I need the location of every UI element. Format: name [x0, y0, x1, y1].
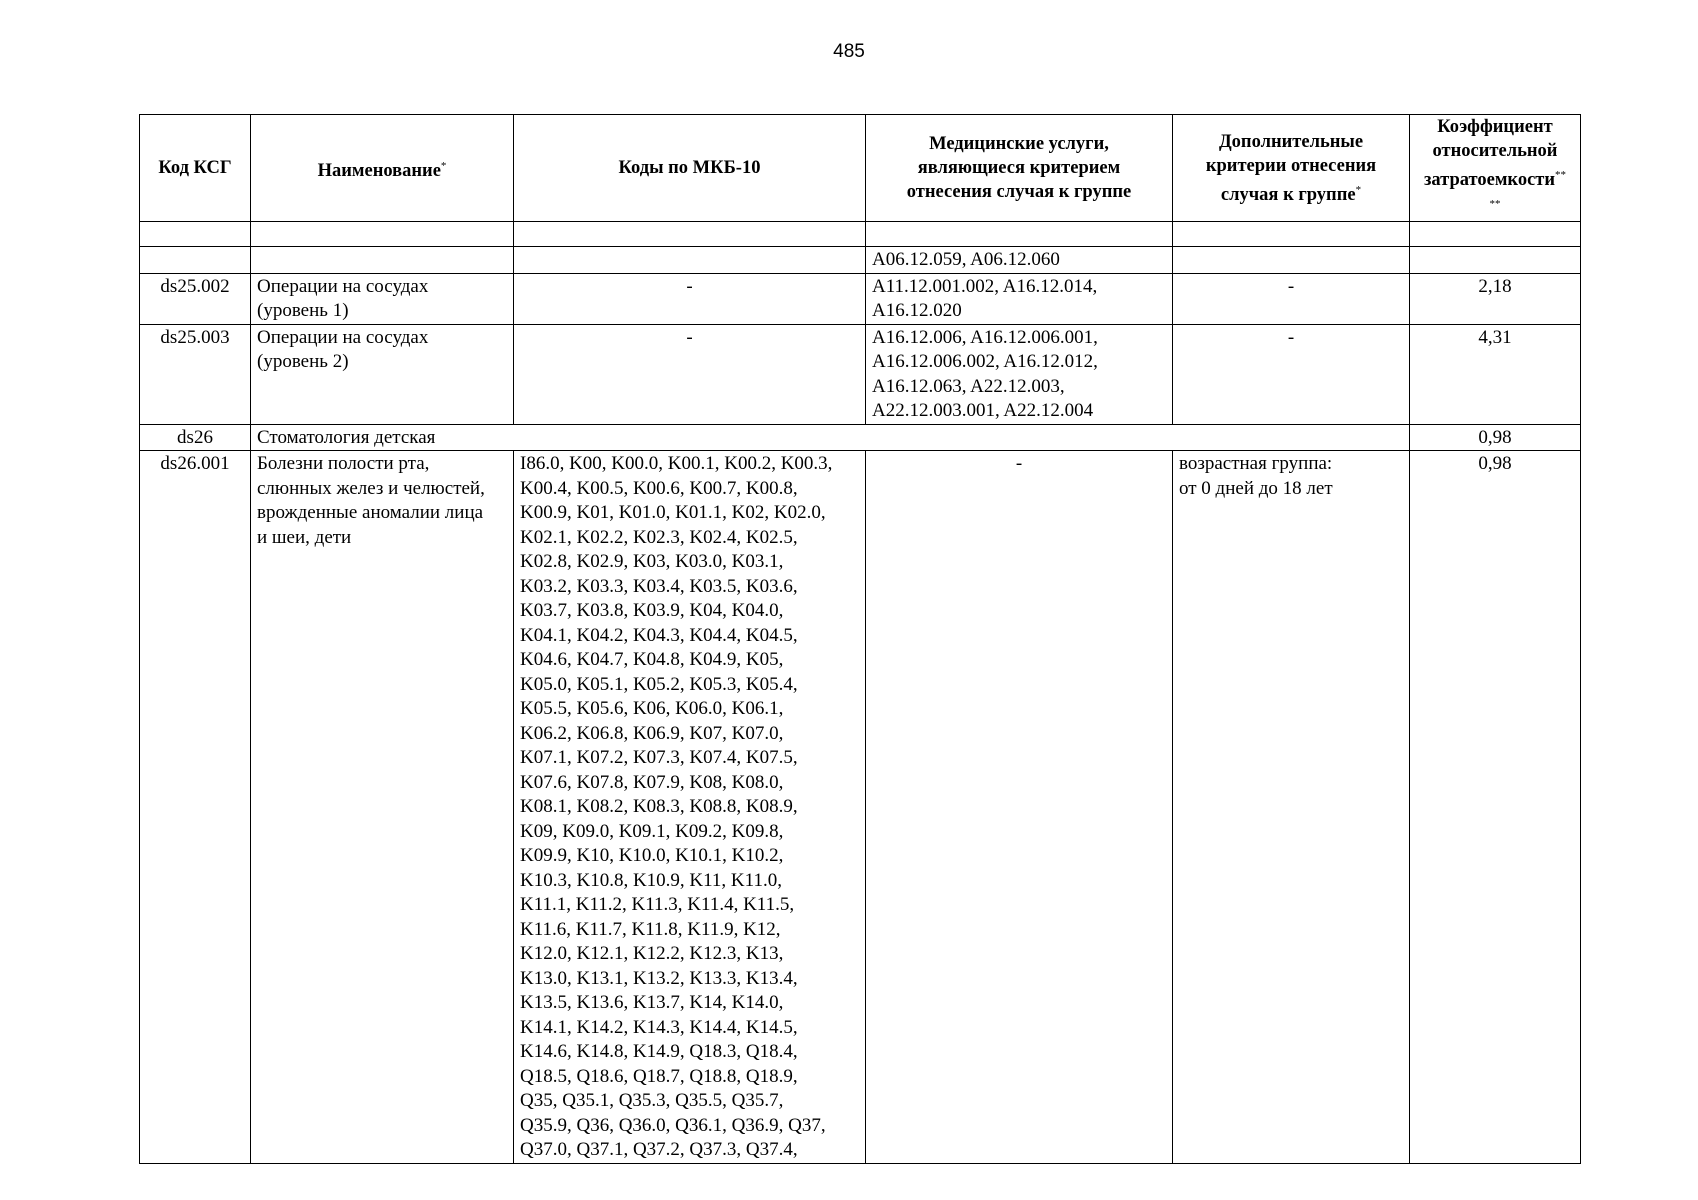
- row-services: -: [866, 451, 1173, 1164]
- row-mkb-codes: I86.0, K00, K00.0, K00.1, K00.2, K00.3, K00.4, K00.5, K00.6, K00.7, K00.8, K00.9, K01, K01.0, K01.1, K02, K02.0, K02.1, K02.2, K02.3, K02.4, K02.5, K02.8, K02.9, K03, K03.0, K03.1, K03.2, K03.3, K03.4, K03.5, K03.6, K03.7, K03.8, K03.9, K04, K04.0, K04.1, K04.2, K04.3, K04.4, K04.5, K04.6, K04.7, K04.8, K04.9, K05, K05.0, K05.1, K05.2, K05.3, K05.4, K05.5, K05.6, K06, K06.0, K06.1, K06.2, K06.8, K06.9, K07, K07.0, K07.1, K07.2, K07.3, K07.4, K07.5, K07.6, K07.8, K07.9, K08, K08.0, K08.1, K08.2, K08.3, K08.8, K08.9, K09, K09.0, K09.1, K09.2, K09.8, K09.9, K10, K10.0, K10.1, K10.2, K10.3, K10.8, K10.9, K11, K11.0, K11.1, K11.2, K11.3, K11.4, K11.5, K11.6, K11.7, K11.8, K11.9, K12, K12.0, K12.1, K12.2, K12.3, K13, K13.0, K13.1, K13.2, K13.3, K13.4, K13.5, K13.6, K13.7, K14, K14.0, K14.1, K14.2, K14.3, K14.4, K14.5, K14.6, K14.8, K14.9, Q18.3, Q18.4, Q18.5, Q18.6, Q18.7, Q18.8, Q18.9, Q35, Q35.1, Q35.3, Q35.5, Q35.7, Q35.9, Q36, Q36.0, Q36.1, Q36.9, Q37, Q37.0, Q37.1, Q37.2, Q37.3, Q37.4,: [514, 451, 866, 1164]
- row-mkb: -: [514, 273, 866, 324]
- header-services: Медицинские услуги, являющиеся критерием отнесения случая к группе: [866, 115, 1173, 222]
- ksg-table: [139, 114, 1581, 1164]
- row-code: ds25.002: [140, 273, 251, 324]
- row-name: Болезни полости рта, слюнных желез и челюстей, врожденные аномалии лица и шеи, дети: [251, 451, 514, 1164]
- row-coef: 0,98: [1410, 451, 1581, 1164]
- row-coef: 2,18: [1410, 273, 1581, 324]
- row-name: Операции на сосудах (уровень 2): [251, 324, 514, 424]
- header-coef: Коэффициент относительной затратоемкости** **: [1410, 115, 1581, 222]
- row-extra: -: [1173, 273, 1410, 324]
- header-mkb: Коды по МКБ-10: [514, 115, 866, 222]
- row-coef: 4,31: [1410, 324, 1581, 424]
- row-code: ds26.001: [140, 451, 251, 1164]
- row-name: Операции на сосудах (уровень 1): [251, 273, 514, 324]
- row-services: A16.12.006, A16.12.006.001, A16.12.006.002, A16.12.012, A16.12.063, A22.12.003, A22.12.003.001, A22.12.004: [866, 324, 1173, 424]
- blank-row: [140, 222, 1581, 247]
- group-code: ds26: [140, 424, 251, 451]
- table-row: [140, 324, 1581, 424]
- page-number: 485: [833, 41, 865, 62]
- group-name: Стоматология детская: [251, 424, 1410, 451]
- group-row: [140, 424, 1581, 451]
- row-code: ds25.003: [140, 324, 251, 424]
- row-extra: -: [1173, 324, 1410, 424]
- table-row: [140, 451, 1581, 1164]
- header-code: Код КСГ: [140, 115, 251, 222]
- row-services: A11.12.001.002, A16.12.014, A16.12.020: [866, 273, 1173, 324]
- row-mkb: -: [514, 324, 866, 424]
- header-name: Наименование*: [251, 115, 514, 222]
- row-extra: возрастная группа: от 0 дней до 18 лет: [1173, 451, 1410, 1164]
- table-row: [140, 273, 1581, 324]
- continuation-row: [140, 247, 1581, 274]
- continuation-services: A06.12.059, A06.12.060: [866, 247, 1173, 274]
- header-extra: Дополнительные критерии отнесения случая к группе*: [1173, 115, 1410, 222]
- table-header-row: [140, 115, 1581, 222]
- group-coef: 0,98: [1410, 424, 1581, 451]
